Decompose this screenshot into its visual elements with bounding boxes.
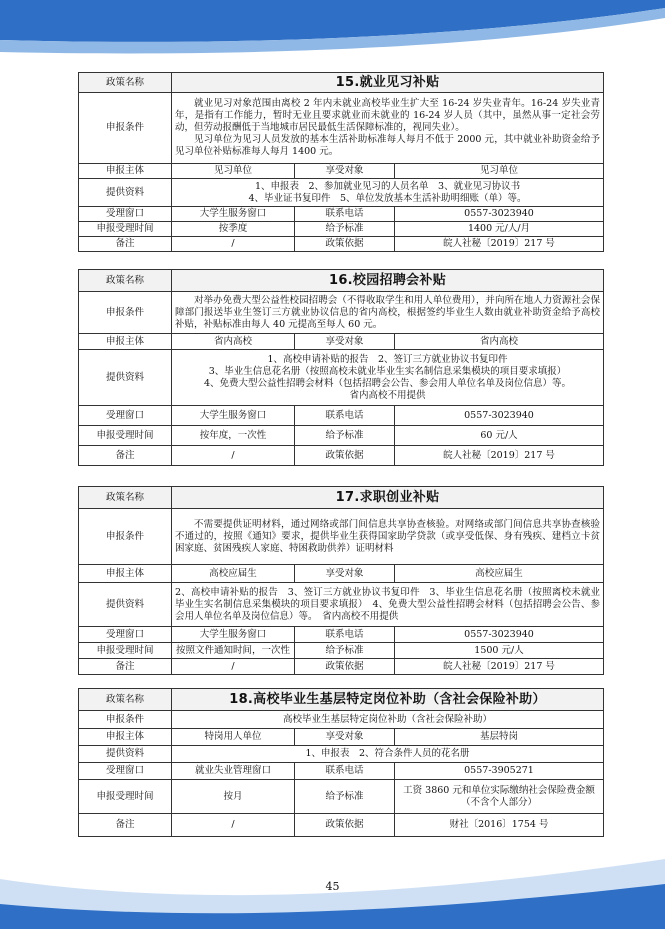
label-time: 申报受理时间 xyxy=(79,222,172,237)
label-policy-name: 政策名称 xyxy=(79,73,172,93)
label-remark: 备注 xyxy=(79,446,172,466)
phone-value: 0557-3023940 xyxy=(395,207,604,222)
policy-title: 15.就业见习补贴 xyxy=(172,73,604,93)
label-materials: 提供资料 xyxy=(79,350,172,406)
label-conditions: 申报条件 xyxy=(79,711,172,729)
label-recipient: 享受对象 xyxy=(295,565,395,583)
label-conditions: 申报条件 xyxy=(79,292,172,334)
label-basis: 政策依据 xyxy=(295,446,395,466)
policy-table-16 xyxy=(78,269,604,466)
policy-title: 18.高校毕业生基层特定岗位补助（含社会保险补助） xyxy=(172,689,604,711)
header-wave-decoration xyxy=(0,0,665,60)
label-phone: 联系电话 xyxy=(295,207,395,222)
recipient-value: 高校应届生 xyxy=(395,565,604,583)
materials-line: 4、免费大型公益性招聘会材料（包括招聘会公告、参会用人单位名单及岗位信息）等。 xyxy=(203,377,572,389)
phone-value: 0557-3023940 xyxy=(395,406,604,426)
materials-paragraph: 2、高校申请补贴的报告 3、签订三方就业协议书复印件 3、毕业生信息花名册（按照离校未就业毕业生实名制信息采集模块的项目要求填报） 4、免费大型公益性招聘会材料（包括招聘会公告、参会用人单位名单及岗位信息）等。 省内高校不用提供 xyxy=(175,586,601,622)
time-value: 按月 xyxy=(172,780,295,814)
materials-text xyxy=(172,179,604,207)
label-window: 受理窗口 xyxy=(79,763,172,780)
conditions-paragraph: 不需要提供证明材料，通过网络或部门间信息共享协查核验。对网络或部门间信息共享协查核验不通过的，按照《通知》要求，提供毕业生获得国家助学贷款（或享受低保、身有残疾、建档立卡贫困家庭、贫困残疾人家庭、特困救助供养）证明材料 xyxy=(175,518,601,554)
basis-value: 皖人社秘〔2019〕217 号 xyxy=(395,659,604,675)
policy-title: 17.求职创业补贴 xyxy=(172,487,604,509)
label-subject: 申报主体 xyxy=(79,729,172,746)
standard-value: 1400 元/人/月 xyxy=(395,222,604,237)
materials-text xyxy=(172,583,604,627)
time-value: 按年度，一次性 xyxy=(172,426,295,446)
remark-value: / xyxy=(172,237,295,252)
window-value: 大学生服务窗口 xyxy=(172,207,295,222)
standard-value: 1500 元/人 xyxy=(395,643,604,659)
subject-value: 省内高校 xyxy=(172,334,295,350)
standard-line: （不含个人部分） xyxy=(460,796,537,808)
label-remark: 备注 xyxy=(79,237,172,252)
materials-value: 1、申报表 2、符合条件人员的花名册 xyxy=(172,746,604,763)
standard-value xyxy=(395,780,604,814)
remark-value: / xyxy=(172,814,295,837)
recipient-value: 基层特岗 xyxy=(395,729,604,746)
label-phone: 联系电话 xyxy=(295,763,395,780)
label-materials: 提供资料 xyxy=(79,179,172,207)
label-subject: 申报主体 xyxy=(79,565,172,583)
page-number: 45 xyxy=(325,880,340,893)
label-policy-name: 政策名称 xyxy=(79,689,172,711)
conditions-text xyxy=(172,93,604,164)
label-time: 申报受理时间 xyxy=(79,643,172,659)
phone-value: 0557-3905271 xyxy=(395,763,604,780)
label-standard: 给予标准 xyxy=(295,426,395,446)
label-conditions: 申报条件 xyxy=(79,93,172,164)
basis-value: 皖人社秘〔2019〕217 号 xyxy=(395,446,604,466)
label-standard: 给予标准 xyxy=(295,222,395,237)
conditions-paragraph: 见习单位为见习人员发放的基本生活补助标准每人每月不低于 2000 元，其中就业补助资金给予见习单位补贴标准每人每月 1400 元。 xyxy=(175,134,601,157)
window-value: 大学生服务窗口 xyxy=(172,406,295,426)
policy-title: 16.校园招聘会补贴 xyxy=(172,270,604,292)
subject-value: 特岗用人单位 xyxy=(172,729,295,746)
label-policy-name: 政策名称 xyxy=(79,487,172,509)
conditions-paragraph: 对举办免费大型公益性校园招聘会（不得收取学生和用人单位费用），并向所在地人力资源社会保障部门报送毕业生签订三方就业协议信息的省内高校，根据签约毕业生人数由就业补助资金给予高校补贴，补贴标准由每人 40 元提高至每人 60 元。 xyxy=(175,294,600,330)
conditions-paragraph: 就业见习对象范围由离校 2 年内未就业高校毕业生扩大至 16-24 岁失业青年。16-24 岁失业青年，是指有工作能力，暂时无业且要求就业而未就业的 16-24 岁人员（其中，虽然从事一定社会劳动，但劳动报酬低于当地城市居民最低生活保障标准的，视同失业）。 xyxy=(175,98,601,133)
label-time: 申报受理时间 xyxy=(79,780,172,814)
time-value: 按季度 xyxy=(172,222,295,237)
recipient-value: 省内高校 xyxy=(395,334,604,350)
recipient-value: 见习单位 xyxy=(395,164,604,179)
label-subject: 申报主体 xyxy=(79,334,172,350)
label-recipient: 享受对象 xyxy=(295,334,395,350)
label-policy-name: 政策名称 xyxy=(79,270,172,292)
materials-line: 1、高校申请补贴的报告 2、签订三方就业协议书复印件 xyxy=(267,353,508,365)
phone-value: 0557-3023940 xyxy=(395,627,604,643)
conditions-value: 高校毕业生基层特定岗位补助（含社会保险补助） xyxy=(172,711,604,729)
label-window: 受理窗口 xyxy=(79,406,172,426)
subject-value: 见习单位 xyxy=(172,164,295,179)
label-basis: 政策依据 xyxy=(295,814,395,837)
materials-text xyxy=(172,350,604,406)
label-window: 受理窗口 xyxy=(79,627,172,643)
label-window: 受理窗口 xyxy=(79,207,172,222)
time-value: 按照文件通知时间，一次性 xyxy=(172,643,295,659)
label-remark: 备注 xyxy=(79,814,172,837)
policy-table-17 xyxy=(78,486,604,675)
policy-table-18 xyxy=(78,688,604,837)
standard-value: 60 元/人 xyxy=(395,426,604,446)
materials-line: 3、毕业生信息花名册（按照高校未就业毕业生实名制信息采集模块的项目要求填报） xyxy=(208,365,567,377)
basis-value: 财社〔2016〕1754 号 xyxy=(395,814,604,837)
label-standard: 给予标准 xyxy=(295,780,395,814)
label-recipient: 享受对象 xyxy=(295,164,395,179)
window-value: 大学生服务窗口 xyxy=(172,627,295,643)
window-value: 就业失业管理窗口 xyxy=(172,763,295,780)
subject-value: 高校应届生 xyxy=(172,565,295,583)
remark-value: / xyxy=(172,659,295,675)
label-time: 申报受理时间 xyxy=(79,426,172,446)
label-basis: 政策依据 xyxy=(295,659,395,675)
standard-line: 工资 3860 元和单位实际缴纳社会保险费金额 xyxy=(403,784,595,796)
conditions-text xyxy=(172,292,604,334)
label-standard: 给予标准 xyxy=(295,643,395,659)
label-basis: 政策依据 xyxy=(295,237,395,252)
label-phone: 联系电话 xyxy=(295,627,395,643)
basis-value: 皖人社秘〔2019〕217 号 xyxy=(395,237,604,252)
label-subject: 申报主体 xyxy=(79,164,172,179)
label-remark: 备注 xyxy=(79,659,172,675)
materials-line: 省内高校不用提供 xyxy=(349,389,426,401)
policy-table-15 xyxy=(78,72,604,252)
label-conditions: 申报条件 xyxy=(79,509,172,565)
remark-value: / xyxy=(172,446,295,466)
conditions-text xyxy=(172,509,604,565)
materials-line: 4、毕业证书复印件 5、单位发放基本生活补助明细账（单）等。 xyxy=(248,192,527,204)
label-recipient: 享受对象 xyxy=(295,729,395,746)
label-materials: 提供资料 xyxy=(79,746,172,763)
materials-line: 1、申报表 2、参加就业见习的人员名单 3、就业见习协议书 xyxy=(254,180,521,192)
label-phone: 联系电话 xyxy=(295,406,395,426)
label-materials: 提供资料 xyxy=(79,583,172,627)
